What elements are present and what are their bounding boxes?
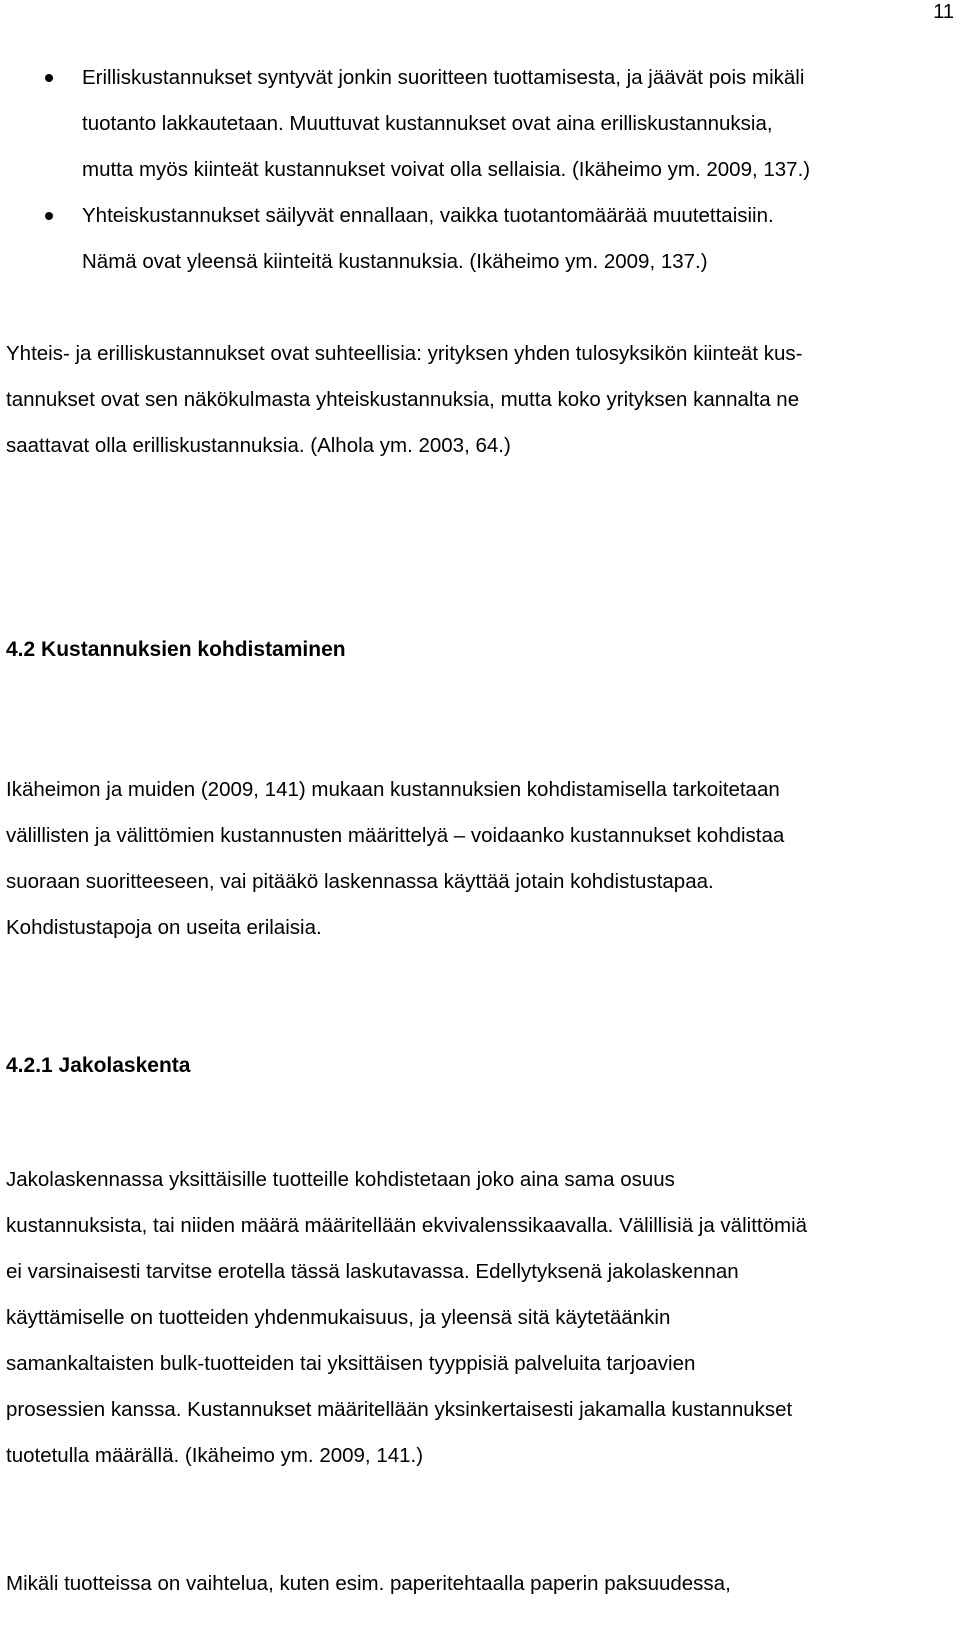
paragraph-variation: [6, 1561, 954, 1607]
paragraph-line: kustannuksista, tai niiden määrä määritellään ekvivalenssikaavalla. Välillisiä ja välittömiä: [6, 1214, 808, 1237]
paragraph-line: suoraan suoritteeseen, vai pitääkö laskennassa käyttää jotain kohdistustapaa.: [6, 870, 714, 893]
paragraph-division-costing: [6, 1157, 954, 1479]
subsection-heading: 4.2.1 Jakolaskenta: [6, 1054, 191, 1077]
paragraph-line: Ikäheimon ja muiden (2009, 141) mukaan kustannuksien kohdistamisella tarkoitetaan: [6, 778, 780, 801]
paragraph-line: Yhteis- ja erilliskustannukset ovat suhteellisia: yrityksen yhden tulosyksikön kiinteät kus-: [6, 342, 803, 365]
page-number: 11: [933, 1, 954, 23]
paragraph-line: Kohdistustapoja on useita erilaisia.: [6, 916, 322, 939]
paragraph-line: Mikäli tuotteissa on vaihtelua, kuten esim. paperitehtaalla paperin paksuudessa,: [6, 1572, 731, 1595]
paragraph-cost-allocation: [6, 767, 954, 951]
bullet-list: [0, 55, 960, 285]
paragraph-line: ei varsinaisesti tarvitse erotella tässä laskutavassa. Edellytyksenä jakolaskennan: [6, 1260, 739, 1283]
bullet-dot-icon: [45, 212, 53, 220]
section-heading: 4.2 Kustannuksien kohdistaminen: [6, 638, 346, 661]
bullet-line: Nämä ovat yleensä kiinteitä kustannuksia. (Ikäheimo ym. 2009, 137.): [82, 250, 708, 273]
paragraph-cost-relativity: [6, 331, 954, 469]
paragraph-line: käyttämiselle on tuotteiden yhdenmukaisuus, ja yleensä sitä käytetäänkin: [6, 1306, 671, 1329]
bullet-item: [0, 55, 942, 193]
paragraph-line: samankaltaisten bulk-tuotteiden tai yksittäisen tyyppisiä palveluita tarjoavien: [6, 1352, 696, 1375]
bullet-line: mutta myös kiinteät kustannukset voivat olla sellaisia. (Ikäheimo ym. 2009, 137.): [82, 158, 811, 181]
bullet-item: [0, 193, 942, 285]
paragraph-line: tuotetulla määrällä. (Ikäheimo ym. 2009, 141.): [6, 1444, 424, 1467]
bullet-dot-icon: [45, 74, 53, 82]
bullet-line: Yhteiskustannukset säilyvät ennallaan, vaikka tuotantomäärää muutettaisiin.: [82, 204, 774, 227]
paragraph-line: tannukset ovat sen näkökulmasta yhteiskustannuksia, mutta koko yrityksen kannalta ne: [6, 388, 800, 411]
bullet-line: tuotanto lakkautetaan. Muuttuvat kustannukset ovat aina erilliskustannuksia,: [82, 112, 773, 135]
paragraph-line: prosessien kanssa. Kustannukset määritellään yksinkertaisesti jakamalla kustannukset: [6, 1398, 793, 1421]
paragraph-line: välillisten ja välittömien kustannusten määrittelyä – voidaanko kustannukset kohdistaa: [6, 824, 785, 847]
paragraph-line: saattavat olla erilliskustannuksia. (Alhola ym. 2003, 64.): [6, 434, 511, 457]
bullet-line: Erilliskustannukset syntyvät jonkin suoritteen tuottamisesta, ja jäävät pois mikäli: [82, 66, 805, 89]
paragraph-line: Jakolaskennassa yksittäisille tuotteille kohdistetaan joko aina sama osuus: [6, 1168, 675, 1191]
